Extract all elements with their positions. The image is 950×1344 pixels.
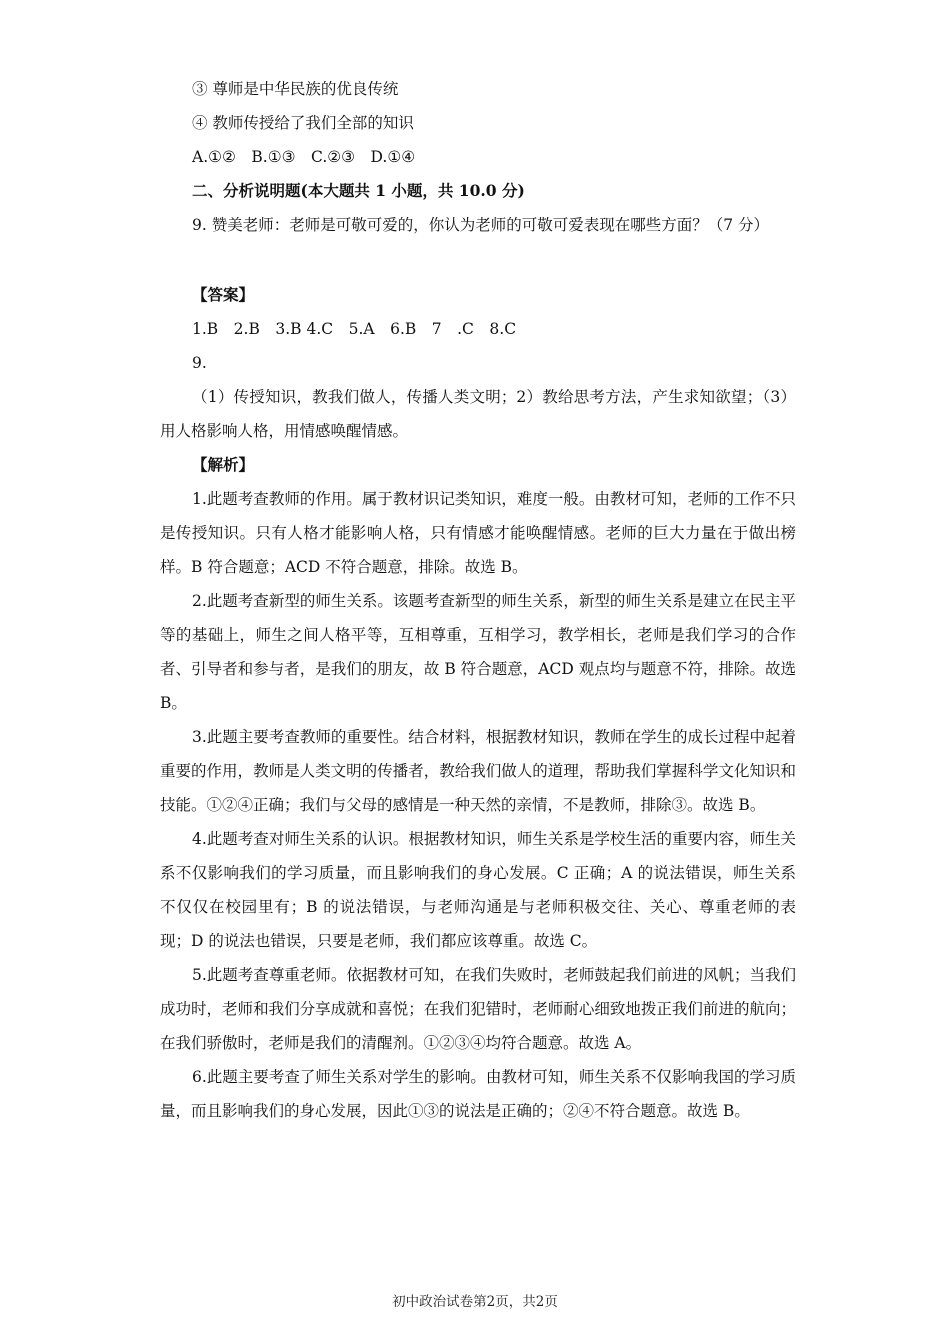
analysis-heading: 【解析】 [192, 455, 255, 474]
analysis-item-5: 5.此题考查尊重老师。依据教材可知，在我们失败时，老师鼓起我们前进的风帆；当我们成功时，老师和我们分享成就和喜悦；在我们犯错时，老师耐心细致地拨正我们前进的航向；在我们骄傲时，老师是我们的清醒剂。①②③④均符合题意。故选 A。 [160, 966, 796, 1052]
analysis-item-2: 2.此题考查新型的师生关系。该题考查新型的师生关系，新型的师生关系是建立在民主平等的基础上，师生之间人格平等，互相尊重，互相学习，教学相长，老师是我们学习的合作者、引导者和参与者，是我们的朋友，故 B 符合题意，ACD 观点均与题意不符，排除。故选 B。 [160, 592, 796, 712]
question-9: 9. 赞美老师：老师是可敬可爱的，你认为老师的可敬可爱表现在哪些方面？（7 分） [192, 216, 770, 234]
answer-q9-text: （1）传授知识，教我们做人，传播人类文明；2）教给思考方法，产生求知欲望；（3）用人格影响人格，用情感唤醒情感。 [160, 388, 796, 440]
analysis-item-6: 6.此题主要考查了师生关系对学生的影响。由教材可知，师生关系不仅影响我国的学习质量，而且影响我们的身心发展，因此①③的说法是正确的；②④不符合题意。故选 B。 [160, 1068, 796, 1120]
option-3: ③ 尊师是中华民族的优良传统 [192, 80, 399, 98]
answer-choices: A.①② B.①③ C.②③ D.①④ [192, 148, 416, 166]
answer-space [160, 242, 796, 278]
answer-heading: 【答案】 [192, 285, 255, 304]
analysis-item-4: 4.此题考查对师生关系的认识。根据教材知识，师生关系是学校生活的重要内容，师生关系不仅影响我们的学习质量，而且影响我们的身心发展。C 正确；A 的说法错误，师生关系不仅仅在校园里有；B 的说法错误，与老师沟通是与老师积极交往、关心、尊重老师的表现；D 的说法也错误，只要是老师，我们都应该尊重。故选 C。 [160, 830, 796, 950]
page-content [160, 72, 796, 1128]
option-4: ④ 教师传授给了我们全部的知识 [192, 114, 414, 132]
analysis-item-3: 3.此题主要考查教师的重要性。结合材料，根据教材知识，教师在学生的成长过程中起着重要的作用，教师是人类文明的传播者，教给我们做人的道理，帮助我们掌握科学文化知识和技能。①②④正确；我们与父母的感情是一种天然的亲情，不是教师，排除③。故选 B。 [160, 728, 796, 814]
section-2-title: 二、分析说明题(本大题共 1 小题，共 10.0 分) [192, 181, 525, 200]
page-footer: 初中政治试卷第2页，共2页 [392, 1294, 558, 1310]
analysis-item-1: 1.此题考查教师的作用。属于教材识记类知识，难度一般。由教材可知，老师的工作不只是传授知识。只有人格才能影响人格，只有情感才能唤醒情感。老师的巨大力量在于做出榜样。B 符合题意；ACD 不符合题意，排除。故选 B。 [160, 490, 796, 576]
answer-choices-line: 1.B 2.B 3.B 4.C 5.A 6.B 7 .C 8.C [192, 320, 517, 338]
answer-q9-label: 9. [192, 354, 207, 372]
